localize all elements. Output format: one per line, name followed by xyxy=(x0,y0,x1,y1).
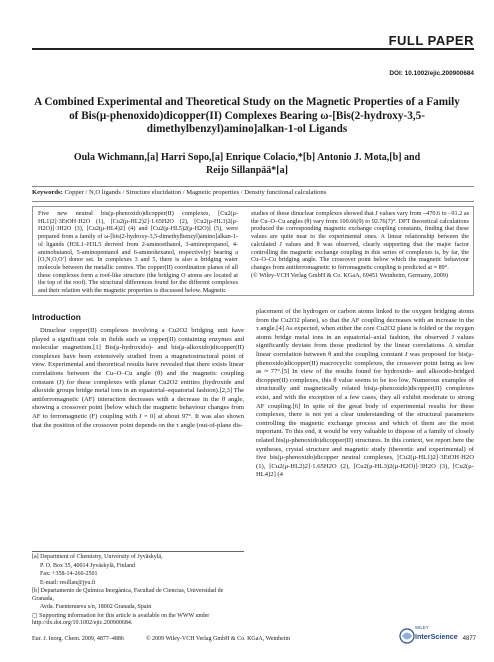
abstract-left-column: Five new neutral bis(μ-phenoxido)dicopper(II) complexes, [Cu2(μ-HL1)2]·3EtOH·H2O (1), [Cu2(μ-HL2)2]·1.65H2O (2), [Cu2(μ-HL3)2(μ-H2O)]·3H2O (3), [Cu2(μ-HL4)2] (4) and [Cu2(μ-HL5)2(μ-H2O)] (5), were prepared from a family of ω-[bis(2-hydroxy-3,5-dimethylbenzyl)amino]alkan-1-ol ligands (H3L1–H3L5 derived from 2-aminoethanol, 3-aminopropanol, 4-aminobutanol, 5-aminopentanol and 6-aminohexanol, respectively) bearing a [O,N,O,O′] donor set. In complexes 3 and 5, there is also a bridging water molecule between the metallic centres. The copper(II) coordination planes of all these complexes form a roof-like structure (the bridging O atoms are located at the top of the roof). The structural differences found for the different complexes and their relation with the magnetic properties is discussed below. Magnetic xyxy=(38,210,238,295)
page-number: 4877 xyxy=(462,636,476,642)
section-heading-introduction: Introduction xyxy=(32,312,81,322)
supporting-info-icon: ▢ xyxy=(32,612,38,619)
authors-line-2: Reijo Sillanpää*[a] xyxy=(206,164,288,176)
authors xyxy=(60,152,434,177)
footnote-b-line-2: Avda. Fuentenueva s/n, 18002 Granada, Spain xyxy=(40,604,152,610)
supporting-info-text: Supporting information for this article is available on the WWW under http://dx.doi.org/10.1002/ejic.200900684. xyxy=(32,612,210,626)
intro-paragraph-left: Dinuclear copper(II) complexes involving a Cu2O2 bridging unit have played a significant role in fields such as copper(II) containing enzymes and molecular magnetism.[1] Bis(μ-hydroxido)- and bis(μ-alkoxido)dicopper(II) complexes have been extensively studied from a magnetostructural point of view. Experimental and theoretical results have revealed that there exists linear correlations between the Cu–O–Cu angle (θ) and the magnetic coupling constant (J) for these complexes with planar Cu2O2 entities (hydroxide and alkoxide groups bridge metal ions in an equatorial–equatorial fashion).[2,3] The antiferromagnetic (AF) interaction decreases with a decrease in the θ angle, showing a crossover point [below which the magnetic behaviour changes from AF to ferromagnetic (F) coupling with J = 0] at about 97°. It was also shown that the position of the crossover point depends on the τ angle (out-of-plane dis- xyxy=(32,327,244,429)
keywords-rule-top xyxy=(32,186,474,187)
footnote-a-line-1: [a] Department of Chemistry, University of Jyväskylä, xyxy=(32,554,163,560)
keywords-label: Keywords: xyxy=(32,189,63,196)
header-rule xyxy=(32,48,474,50)
keywords-list: Copper / N,O ligands / Structure elucidation / Magnetic properties / Density functional calculations xyxy=(64,189,327,196)
doi[interactable]: DOI: 10.1002/ejic.200900684 xyxy=(389,70,474,77)
body-right-column xyxy=(256,308,474,480)
footnote-a-line-3: Fax: +358-14-260-2501 xyxy=(40,571,98,577)
footnote-b-line-1: [b] Departamento de Química Inorgánica, Facultad de Ciencias, Universidad de Granada, xyxy=(32,588,224,602)
footer-copyright: © 2009 Wiley-VCH Verlag GmbH & Co. KGaA, Weinheim xyxy=(146,636,291,642)
abstract-right-text: studies of these dinuclear complexes showed that J values vary from –470.6 to –91.2 as the Cu–O–Cu angles (θ) vary from 100.66(9) to 92.76(7)°. DFT theoretical calculations produced the corresponding magnetic exchange coupling constants, finding that these values are quite near to the experimental ones. A linear relationship between the calculated J values and θ was observed, clearly supporting that the major factor controlling the magnetic exchange coupling in this series of complexes is, by far, the Cu–O–Cu bridging angle. The crossover point below which the magnetic behaviour changes from antiferromagnetic to ferromagnetic coupling is predicted at ≈ 89°. xyxy=(251,210,469,271)
keywords xyxy=(32,188,472,197)
intro-paragraph-right: placement of the hydrogen or carbon atoms linked to the oxygen bridging atoms from the Cu2O2 plane), so that the AF coupling decreases with an increase in the τ angle.[4] As expected, when either the core Cu2O2 plane is folded or the oxygen atoms bridge metal ions in an equatorial–axial fashion, the observed J values significantly deviate from those predicted by the linear correlations. A similar linear correlation between θ and the coupling constant J was proposed for bis(μ-phenoxido)dicopper(II) macrocyclic complexes, the crossover point being as low as ≈ 77°.[5] In view of the results found for hydroxido- and alkoxido-bridged dicopper(II) complexes, this θ value seems to be too low. Numerous examples of structurally and magnetically related bis(μ-phenoxido)dicopper(II) complexes exist, and with the exception of a few cases, they all exhibit moderate to strong AF coupling.[6] In spite of the great body of experimental results for these complexes, there is not yet a clear understanding of the structural parameters controlling the magnetic exchange process and which of them are the most important. To this end, it would be very valuable to dispose of a family of closely related bis(μ-phenoxido)dicopper(II) structures. In this context, we report here the syntheses, crystal structure and magnetic study (theoretic and experimental) of five bis(μ-phenoxido)dicopper neutral complexes, [Cu2(μ-HL1)2]·3EtOH·H2O (1), [Cu2(μ-HL2)2]·1.65H2O (2), [Cu2(μ-HL3)2(μ-H2O)]·3H2O (3), [Cu2(μ-HL4)2] (4 xyxy=(256,308,474,479)
footnote-rule xyxy=(32,551,244,552)
footnotes xyxy=(32,554,244,629)
footnote-a-line-2: P. O. Box 35, 40014 Jyväskylä, Finland xyxy=(40,562,136,569)
footnote-a-line-4: E-mail: resillan@jyu.fi xyxy=(40,579,96,586)
body-left-column xyxy=(32,327,244,430)
footer-journal: Eur. J. Inorg. Chem. 2009, 4877–4886 xyxy=(32,636,124,642)
abstract-copyright: (© Wiley-VCH Verlag GmbH & Co. KGaA, 69451 Weinheim, Germany, 2009) xyxy=(251,271,449,279)
supporting-info[interactable] xyxy=(32,613,244,628)
header-title: FULL PAPER xyxy=(388,33,474,48)
abstract-right-column xyxy=(251,210,469,279)
brand-name: InterScience xyxy=(415,632,458,641)
authors-line-1: Oula Wichmann,[a] Harri Sopo,[a] Enrique Colacio,*[b] Antonio J. Mota,[b] and xyxy=(73,152,421,163)
keywords-rule-bottom xyxy=(32,201,474,202)
article-title: A Combined Experimental and Theoretical Study on the Magnetic Properties of a Family of Bis(μ-phenoxido)dicopper(II) Complexes Bearing ω-[Bis(2-hydroxy-3,5-dimethylbenzyl)amino]alkan-1-ol Ligands xyxy=(34,96,460,136)
brand-sub: WILEY xyxy=(415,625,429,630)
